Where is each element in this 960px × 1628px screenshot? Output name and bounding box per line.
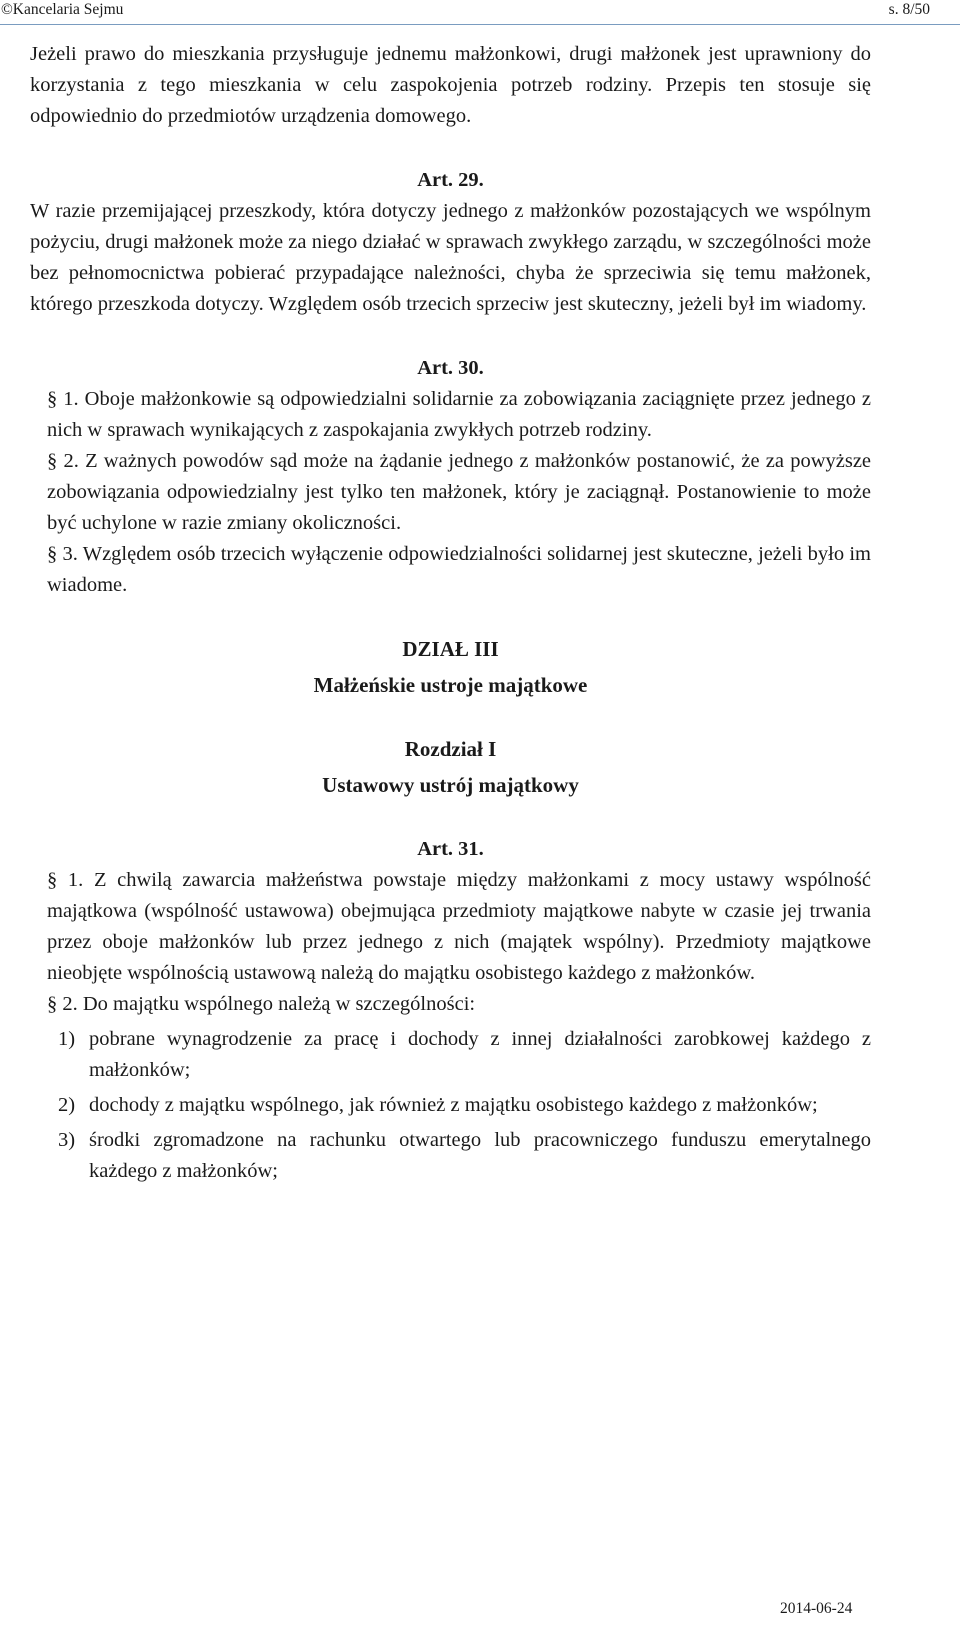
chapter-title: Ustawowy ustrój majątkowy [322, 773, 579, 797]
article-31-heading: Art. 31. [417, 838, 484, 860]
document-date: 2014-06-24 [780, 1600, 853, 1617]
list-item [30, 1024, 871, 1086]
chapter-number: Rozdział I [404, 737, 497, 761]
article-30-paragraph-2 [30, 446, 871, 539]
paragraph-text: Oboje małżonkowie są odpowiedzialni solidarnie za zobowiązania zaciągnięte przez jednego z nich w sprawach wynikających z zaspokajania zwykłych potrzeb rodziny. [47, 388, 872, 441]
item-text: pobrane wynagrodzenie za pracę i dochody z innej działalności zarobkowej każdego z małżonków; [89, 1028, 871, 1081]
paragraph-text: Do majątku wspólnego należą w szczególności: [82, 993, 476, 1015]
article-29-text: W razie przemijającej przeszkody, która dotyczy jednego z małżonków pozostających we wspólnym pożyciu, drugi małżonek może za niego działać w sprawach zwykłego zarządu, w szczególności może bez pełnomocnictwa pobierać przypadające należności, chyba że sprzeciwia się temu małżonek, którego przeszkoda dotyczy. Względem osób trzecich sprzeciw jest skuteczny, jeżeli był im wiadomy. [30, 200, 871, 315]
list-item [30, 1125, 871, 1187]
article-30-paragraph-1 [30, 384, 871, 446]
item-number: 2) [58, 1094, 76, 1116]
document-body [30, 39, 871, 1187]
paragraph-number: § 1. [47, 869, 84, 891]
page-number: s. 8/50 [888, 1, 930, 18]
item-text: środki zgromadzone na rachunku otwartego lub pracowniczego funduszu emerytalnego każdego z małżonków; [89, 1129, 871, 1182]
division-title: Małżeńskie ustroje majątkowe [313, 673, 588, 697]
item-number: 3) [58, 1129, 76, 1151]
article-30-paragraph-3 [30, 539, 871, 601]
page-header [0, 0, 960, 25]
division-number: DZIAŁ III [402, 637, 499, 661]
article-29-heading: Art. 29. [417, 169, 484, 191]
paragraph-text: Z chwilą zawarcia małżeństwa powstaje między małżonkami z mocy ustawy wspólność majątkowa (wspólność ustawowa) obejmująca przedmioty majątkowe nabyte w czasie jej trwania przez oboje małżonków lub przez jednego z nich (majątek wspólny). Przedmioty majątkowe nieobjęte wspólnością ustawową należą do majątku osobistego każdego z małżonków. [47, 869, 871, 984]
paragraph-text: Z ważnych powodów sąd może na żądanie jednego z małżonków postanowić, że za powyższe zobowiązania odpowiedzialny jest tylko ten małżonek, który je zaciągnął. Postanowienie to może być uchylone w razie zmiany okoliczności. [47, 450, 872, 534]
intro-paragraph: Jeżeli prawo do mieszkania przysługuje jednemu małżonkowi, drugi małżonek jest uprawniony do korzystania z tego mieszkania w celu zaspokojenia potrzeb rodziny. Przepis ten stosuje się odpowiednio do przedmiotów urządzenia domowego. [30, 43, 871, 127]
paragraph-number: § 1. [47, 388, 79, 410]
copyright-label: ©Kancelaria Sejmu [1, 1, 124, 18]
list-item [30, 1090, 871, 1121]
article-30-heading: Art. 30. [417, 357, 484, 379]
paragraph-number: § 2. [47, 450, 79, 472]
item-number: 1) [58, 1028, 76, 1050]
article-31-paragraph-1 [30, 865, 871, 989]
article-31-paragraph-2 [30, 989, 871, 1020]
paragraph-number: § 2. [47, 993, 78, 1015]
paragraph-text: Względem osób trzecich wyłączenie odpowiedzialności solidarnej jest skuteczne, jeżeli było im wiadome. [47, 543, 871, 596]
item-text: dochody z majątku wspólnego, jak również z majątku osobistego każdego z małżonków; [89, 1094, 818, 1116]
paragraph-number: § 3. [47, 543, 78, 565]
